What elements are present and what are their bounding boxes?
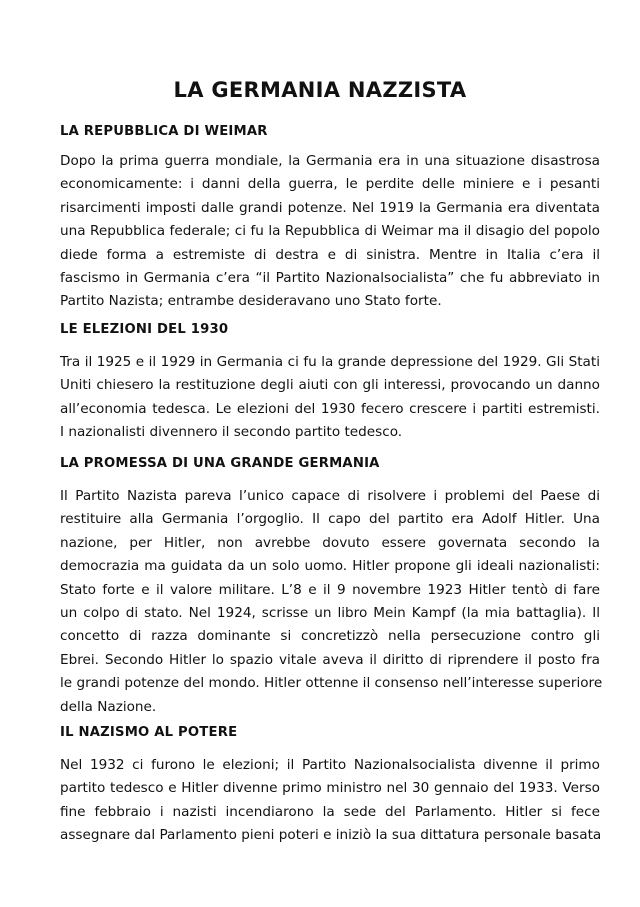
section-paragraph-elezioni-1930 <box>60 351 600 445</box>
paragraph-line: Partito Nazista; entrambe desideravano uno Stato forte. <box>60 293 442 310</box>
paragraph-line: economicamente: i danni della guerra, le perdite delle miniere e i pesanti <box>60 176 600 193</box>
paragraph-line: della Nazione. <box>60 698 157 715</box>
section-heading-nazismo-al-potere: IL NAZISMO AL POTERE <box>60 725 238 740</box>
paragraph-line: diede forma a estremiste di destra e di sinistra. Mentre in Italia c’era il <box>60 246 600 263</box>
paragraph-line: Dopo la prima guerra mondiale, la Germania era in una situazione disastrosa <box>60 153 600 169</box>
section-heading-elezioni-1930: LE ELEZIONI DEL 1930 <box>60 322 229 337</box>
paragraph-line: fine febbraio i nazisti incendiarono la sede del Parlamento. Hitler si fece <box>60 803 600 820</box>
section-heading-weimar: LA REPUBBLICA DI WEIMAR <box>60 124 268 139</box>
paragraph-line: Tra il 1925 e il 1929 in Germania ci fu la grande depressione del 1929. Gli Stati <box>60 354 600 370</box>
paragraph-line: Nel 1932 ci furono le elezioni; il Partito Nazionalsocialista divenne il primo <box>60 757 600 773</box>
paragraph-line: I nazionalisti divennero il secondo partito tedesco. <box>60 424 403 441</box>
paragraph-line: le grandi potenze del mondo. Hitler ottenne il consenso nell’interesse superiore <box>60 675 603 692</box>
paragraph-line: un colpo di stato. Nel 1924, scrisse un libro Mein Kampf (la mia battaglia). Il <box>60 604 600 621</box>
paragraph-line: partito tedesco e Hitler divenne primo ministro nel 30 gennaio del 1933. Verso <box>60 780 600 797</box>
document-title: LA GERMANIA NAZZISTA <box>173 78 467 102</box>
paragraph-line: Ebrei. Secondo Hitler lo spazio vitale aveva il diritto di riprendere il posto fra <box>60 651 600 668</box>
paragraph-line: Uniti chiesero la restituzione degli aiuti con gli interessi, provocando un danno <box>60 377 600 394</box>
paragraph-line: risarcimenti imposti dalle grandi potenze. Nel 1919 la Germania era diventata <box>60 199 600 216</box>
paragraph-line: all’economia tedesca. Le elezioni del 1930 fecero crescere i partiti estremisti. <box>60 400 600 417</box>
paragraph-line: fascismo in Germania c’era “il Partito Nazionalsocialista” che fu abbreviato in <box>60 269 600 286</box>
paragraph-line: una Repubblica federale; ci fu la Repubblica di Weimar ma il disagio del popolo <box>60 223 600 240</box>
section-heading-grande-germania: LA PROMESSA DI UNA GRANDE GERMANIA <box>60 456 380 471</box>
paragraph-line: restituire alla Germania l’orgoglio. Il capo del partito era Adolf Hitler. Una <box>60 511 600 528</box>
section-paragraph-nazismo-al-potere <box>60 754 600 848</box>
paragraph-line: assegnare dal Parlamento pieni poteri e iniziò la sua dittatura personale basata <box>60 827 602 844</box>
paragraph-line: Stato forte e il valore militare. L’8 e il 9 novembre 1923 Hitler tentò di fare <box>60 581 600 598</box>
paragraph-line: democrazia ma guidata da un solo uomo. Hitler propone gli ideali nazionalisti: <box>60 558 600 575</box>
paragraph-line: Il Partito Nazista pareva l’unico capace di risolvere i problemi del Paese di <box>60 488 600 504</box>
section-paragraph-grande-germania <box>60 485 603 719</box>
paragraph-line: concetto di razza dominante si concretizzò nella persecuzione contro gli <box>60 628 600 645</box>
section-paragraph-weimar <box>60 150 600 314</box>
paragraph-line: nazione, per Hitler, non avrebbe dovuto essere governata secondo la <box>60 534 600 551</box>
